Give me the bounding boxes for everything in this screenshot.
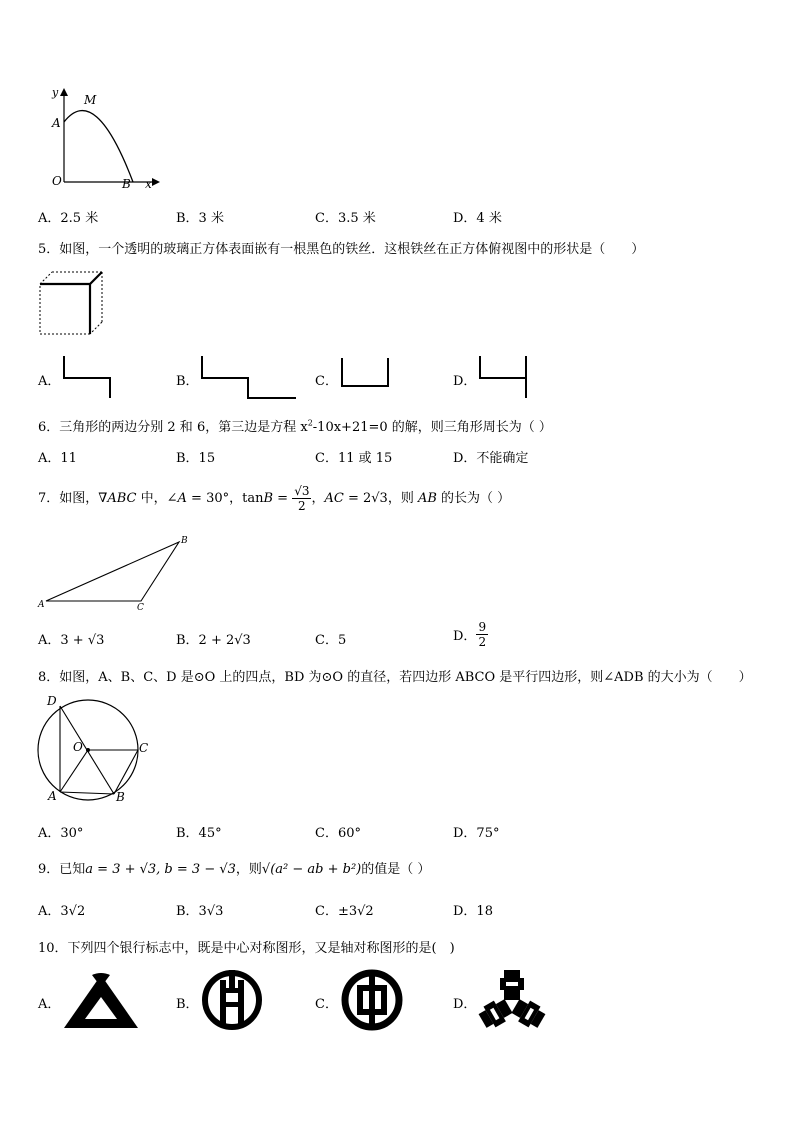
q5-option-b-shape[interactable] — [200, 354, 300, 400]
q4-label-y: y — [52, 86, 59, 99]
q6-stem-pre: 6．三角形的两边分别 2 和 6，第三边是方程 x — [38, 420, 308, 435]
q9-option-b[interactable]: B．3√3 — [176, 904, 224, 919]
q7-option-d-denominator: 2 — [478, 635, 487, 649]
q5-option-a-shape[interactable] — [62, 354, 114, 400]
q7-stem-part1: 7．如图，∇ — [38, 491, 108, 506]
q5-stem: 5．如图，一个透明的玻璃正方体表面嵌有一根黑色的铁丝．这根铁丝在正方体俯视图中的形状是（ ） — [38, 242, 645, 257]
q7-option-a[interactable]: A．3 + √3 — [38, 633, 105, 648]
q9-option-c[interactable]: C．±3√2 — [315, 904, 374, 919]
q7-stem — [38, 484, 510, 513]
q5-option-d-shape[interactable] — [478, 354, 530, 400]
q7-ac: AC — [324, 491, 344, 506]
q7-stem-part3: = 30°，tan — [186, 491, 264, 506]
q7-triangle-figure — [40, 538, 200, 608]
q7-option-c[interactable]: C．5 — [315, 633, 347, 648]
q10-option-a-logo-icon[interactable] — [62, 973, 140, 1031]
q9-root-expression: √(a² − ab + b²) — [261, 862, 362, 877]
q4-option-a[interactable]: A．2.5 米 — [38, 211, 99, 226]
q7-option-b[interactable]: B．2 + 2√3 — [176, 633, 251, 648]
q7-triangle-name: ABC — [107, 491, 137, 506]
q8-stem: 8．如图，A、B、C、D 是⊙O 上的四点，BD 为⊙O 的直径，若四边形 ABCO 是平行四边形，则∠ADB 的大小为（ ） — [38, 670, 752, 685]
q9-stem — [38, 858, 430, 877]
q10-option-d-letter[interactable]: D． — [453, 997, 477, 1012]
q9-expression: a = 3 + √3, b = 3 − √3 — [85, 862, 236, 877]
q5-option-c-shape[interactable] — [340, 356, 392, 392]
q6-stem-post: -10x+21=0 的解，则三角形周长为（ ） — [312, 420, 552, 435]
q9-stem-pre: 9．已知 — [38, 862, 86, 877]
q9-option-a[interactable]: A．3√2 — [38, 904, 86, 919]
q4-label-o: O — [52, 174, 62, 188]
q7-label-b: B — [181, 536, 188, 546]
q7-option-d-numerator: 9 — [478, 620, 487, 634]
q5-option-a-letter[interactable]: A． — [38, 374, 61, 389]
q9-option-d[interactable]: D．18 — [453, 904, 493, 919]
q4-option-d[interactable]: D．4 米 — [453, 211, 502, 226]
q6-stem-sup: 2 — [307, 418, 313, 428]
q10-option-b-letter[interactable]: B． — [176, 997, 199, 1012]
q7-option-d[interactable] — [453, 620, 488, 649]
q7-tan-b: B — [263, 491, 274, 506]
q6-option-c[interactable]: C．11 或 15 — [315, 451, 393, 466]
q7-label-c: C — [137, 603, 144, 613]
q8-label-o: O — [73, 740, 83, 754]
q10-option-d-logo-icon[interactable] — [476, 968, 548, 1032]
q5-option-c-letter[interactable]: C． — [315, 374, 338, 389]
q7-stem-part2: 中，∠ — [136, 491, 178, 506]
q8-option-a[interactable]: A．30° — [38, 826, 84, 841]
q4-label-x: x — [145, 177, 152, 191]
q6-option-d[interactable]: D．不能确定 — [453, 451, 529, 466]
q7-stem-part6: = 2√3，则 — [343, 491, 418, 506]
q7-fraction — [292, 484, 311, 513]
q10-option-a-letter[interactable]: A． — [38, 997, 61, 1012]
q7-stem-part4: = — [273, 491, 293, 506]
q7-stem-part5: ， — [311, 491, 325, 506]
q7-stem-part7: 的长为（ ） — [436, 491, 511, 506]
q10-stem: 10．下列四个银行标志中，既是中心对称图形，又是轴对称图形的是( ) — [38, 941, 455, 956]
q9-stem-post: 的值是（ ） — [361, 862, 431, 877]
q5-cube-figure — [38, 270, 108, 340]
q6-option-b[interactable]: B．15 — [176, 451, 216, 466]
q4-label-a: A — [52, 116, 61, 130]
q5-option-d-letter[interactable]: D． — [453, 374, 477, 389]
q5-option-b-letter[interactable]: B． — [176, 374, 199, 389]
q8-label-c: C — [139, 741, 149, 755]
q9-stem-mid: ，则 — [235, 862, 262, 877]
q8-label-b: B — [116, 790, 125, 804]
q8-label-d: D — [47, 694, 57, 708]
q6-option-a[interactable]: A．11 — [38, 451, 77, 466]
q8-option-d[interactable]: D．75° — [453, 826, 500, 841]
q4-option-b[interactable]: B．3 米 — [176, 211, 224, 226]
q7-fraction-numerator: √3 — [294, 484, 310, 498]
q8-option-b[interactable]: B．45° — [176, 826, 222, 841]
q7-ab: AB — [417, 491, 437, 506]
q7-option-d-prefix: D． — [453, 629, 477, 644]
q7-fraction-denominator: 2 — [298, 499, 306, 513]
q8-label-a: A — [48, 789, 57, 803]
q4-label-m: M — [84, 93, 97, 107]
q10-option-c-logo-icon[interactable] — [340, 968, 404, 1032]
q8-option-c[interactable]: C．60° — [315, 826, 361, 841]
q10-option-c-letter[interactable]: C． — [315, 997, 338, 1012]
q4-option-c[interactable]: C．3.5 米 — [315, 211, 376, 226]
q10-option-b-logo-icon[interactable] — [200, 968, 264, 1032]
q7-label-a: A — [38, 600, 45, 610]
q6-stem — [38, 416, 552, 435]
q7-option-d-fraction — [476, 620, 488, 649]
q4-label-b: B — [122, 177, 131, 191]
q7-angle-a: A — [177, 491, 187, 506]
